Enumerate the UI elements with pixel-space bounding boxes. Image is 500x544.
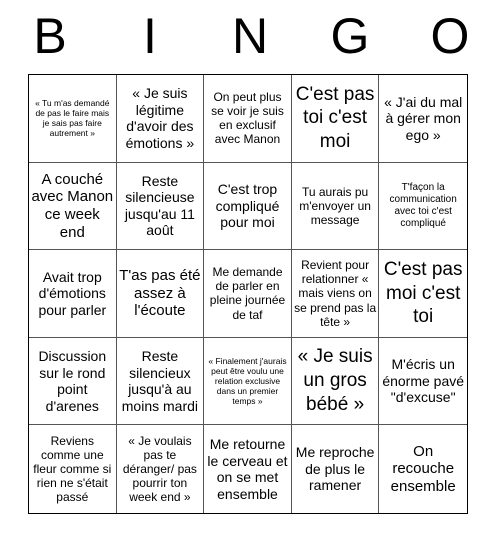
bingo-cell-2-3[interactable]: [204, 163, 292, 251]
cell-text: « Je suis un gros bébé »: [297, 346, 373, 415]
bingo-cell-4-3[interactable]: [204, 338, 292, 426]
bingo-cell-4-2[interactable]: [117, 338, 205, 426]
bingo-cell-2-2[interactable]: [117, 163, 205, 251]
bingo-cell-5-1[interactable]: [29, 425, 117, 513]
bingo-cell-2-5[interactable]: [379, 163, 467, 251]
bingo-header: [0, 0, 500, 72]
cell-text: « J'ai du mal à gérer mon ego »: [384, 93, 463, 143]
cell-text: C'est trop compliqué pour moi: [215, 181, 280, 231]
header-letter-b: B: [33, 8, 67, 64]
bingo-cell-3-3[interactable]: [204, 250, 292, 338]
cell-text: Reste silencieuse jusqu'au 11 août: [124, 172, 195, 239]
bingo-cell-2-1[interactable]: [29, 163, 117, 251]
bingo-cell-3-2[interactable]: [117, 250, 205, 338]
cell-text: Revient pour relationner « mais viens on se prend pas la tête »: [294, 258, 377, 329]
cell-text: « Je suis légitime d'avoir des émotions »: [125, 85, 195, 151]
bingo-cell-5-5[interactable]: [379, 425, 467, 513]
cell-text: C'est pas moi c'est toi: [383, 258, 463, 328]
cell-text: Avait trop d'émotions pour parler: [38, 268, 107, 318]
bingo-card: [28, 74, 468, 514]
bingo-cell-1-2[interactable]: [117, 75, 205, 163]
cell-text: On peut plus se voir je suis en exclusif avec Manon: [211, 89, 284, 147]
bingo-cell-5-2[interactable]: [117, 425, 205, 513]
bingo-cell-4-5[interactable]: [379, 338, 467, 426]
cell-text: Me demande de parler en pleine journée de taf: [209, 265, 286, 322]
bingo-cell-5-4[interactable]: [292, 425, 380, 513]
cell-text: « Tu m'as demandé de pas le faire mais je sais pas faire autrement »: [35, 98, 110, 139]
bingo-cell-5-3[interactable]: [204, 425, 292, 513]
cell-text: Reviens comme une fleur comme si rien ne s'était passé: [33, 433, 112, 505]
header-letter-n: N: [231, 8, 269, 64]
cell-text: C'est pas toi c'est moi: [295, 83, 375, 153]
bingo-cell-2-4[interactable]: [292, 163, 380, 251]
bingo-cell-1-1[interactable]: [29, 75, 117, 163]
cell-text: « Je voulais pas te déranger/ pas pourrir ton week end »: [122, 433, 197, 505]
bingo-cell-3-1[interactable]: [29, 250, 117, 338]
bingo-cell-4-1[interactable]: [29, 338, 117, 426]
bingo-cell-3-5[interactable]: [379, 250, 467, 338]
cell-text: T'as pas été assez à l'écoute: [119, 266, 201, 320]
cell-text: M'écris un énorme pavé "d'excuse": [382, 356, 465, 406]
cell-text: On recouche ensemble: [390, 442, 456, 496]
header-letter-o: O: [430, 8, 470, 64]
bingo-cell-3-4[interactable]: [292, 250, 380, 338]
header-letter-i: I: [143, 8, 157, 64]
cell-text: T'façon la communication avec toi c'est compliqué: [389, 182, 457, 229]
cell-text: Me reproche de plus le ramener: [295, 444, 375, 494]
cell-text: Discussion sur le rond point d'arenes: [38, 348, 107, 414]
bingo-cell-1-4[interactable]: [292, 75, 380, 163]
cell-text: Me retourne le cerveau et on se met ensemble: [207, 436, 288, 502]
bingo-cell-1-3[interactable]: [204, 75, 292, 163]
cell-text: Reste silencieux jusqu'à au moins mardi: [121, 348, 199, 414]
cell-text: « Finalement j'aurais peut être voulu une relation exclusive dans un premier temps »: [208, 356, 287, 407]
cell-text: A couché avec Manon ce week end: [31, 170, 114, 241]
cell-text: Tu aurais pu m'envoyer un message: [299, 184, 371, 227]
bingo-cell-4-4[interactable]: [292, 338, 380, 426]
header-letter-g: G: [330, 8, 370, 64]
bingo-cell-1-5[interactable]: [379, 75, 467, 163]
